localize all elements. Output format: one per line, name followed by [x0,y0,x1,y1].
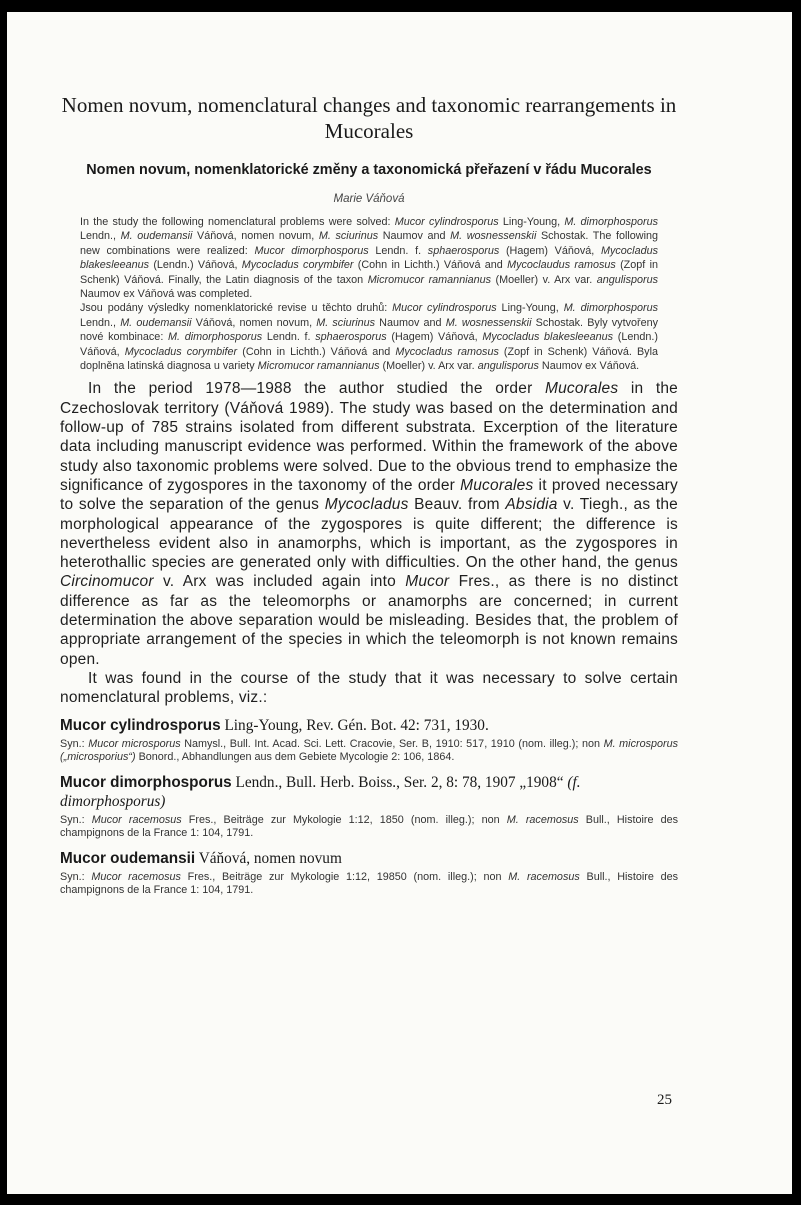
species-entry [60,849,678,898]
author-name: Marie Váňová [333,193,405,205]
page-number: 25 [657,1092,672,1108]
abstract-english: In the study the following nomenclatural problems were solved: Mucor cylindrosporus Ling-Young, M. dimorphosporus Lendn., M. oudemansii Váňová, nomen novum, M. sciurinus Naumov and M. wosnessenskii Schostak. The following new combinations were realized: Mucor dimorphosporus Lendn. f. sphaerosporus (Hagem) Váňová, Mycocladus blakesleeanus (Lendn.) Váňová, Mycocladus corymbifer (Cohn in Lichth.) Váňová and Mycoclaudus ramosus (Zopf in Schenk) Váňová. Finally, the Latin diagnosis of the taxon Micromucor ramannianus (Moeller) v. Arx var. angulisporus Naumov ex Váňová was completed. [80,216,658,301]
abstract [60,215,678,373]
title-english: Nomen novum, nomenclatural changes and taxonomic rearrangements in Mucorales [61,93,677,143]
synonym-note: Syn.: Mucor racemosus Fres., Beiträge zur Mykologie 1:12, 19850 (nom. illeg.); non M. racemosus Bull., Histoire des champignons de la France 1: 104, 1791. [60,870,678,897]
species-heading: Mucor dimorphosporus Lendn., Bull. Herb. Boiss., Ser. 2, 8: 78, 1907 „1908“ (f. dimorphosporus) [60,773,581,810]
body-text [60,379,678,707]
species-heading: Mucor oudemansii Váňová, nomen novum [60,849,342,867]
body-paragraph-2: It was found in the course of the study that it was necessary to solve certain nomenclatural problems, viz.: [60,669,678,707]
document-page [7,12,792,1194]
species-entry [60,773,678,841]
synonym-note: Syn.: Mucor microsporus Namysl., Bull. Int. Acad. Sci. Lett. Cracovie, Ser. B, 1910: 517, 1910 (nom. illeg.); non M. microsporus („microsporius“) Bonord., Abhandlungen aus dem Gebiete Mycologie 2: 106, 1864. [60,737,678,764]
body-paragraph-1: In the period 1978—1988 the author studied the order Mucorales in the Czechoslovak territory (Váňová 1989). The study was based on the determination and follow-up of 785 strains isolated from different substrata. Excerption of the literature data including manuscript evidence was performed. Within the framework of the above study also taxonomic problems were solved. Due to the obvious trend to emphasize the significance of zygospores in the taxonomy of the order Mucorales it proved necessary to solve the separation of the genus Mycocladus Beauv. from Absidia v. Tiegh., as the morphological appearance of the zygospores is quite different; the difference is nevertheless evident also in anamorphs, which is important, as the zygospores in heterothallic species are generated only with difficulties. On the other hand, the genus Circinomucor v. Arx was included again into Mucor Fres., as there is no distinct difference as far as the teleomorphs or anamorphs are concerned; in current determination the above separation would be misleading. Besides that, the problem of appropriate arrangement of the species in which the teleomorph is not known remains open. [60,380,679,668]
synonym-note: Syn.: Mucor racemosus Fres., Beiträge zur Mykologie 1:12, 1850 (nom. illeg.); non M. racemosus Bull., Histoire des champignons de la France 1: 104, 1791. [60,813,679,840]
species-heading: Mucor cylindrosporus Ling-Young, Rev. Gén. Bot. 42: 731, 1930. [60,716,489,734]
title-czech: Nomen novum, nomenklatorické změny a taxonomická přeřazení v řádu Mucorales [86,162,652,178]
abstract-czech: Jsou podány výsledky nomenklatorické revise u těchto druhů: Mucor cylindrosporus Ling-Young, M. dimorphosporus Lendn., M. oudemansii Váňová, nomen novum, M. sciurinus Naumov and M. wosnessenskii Schostak. Byly vytvořeny nové kombinace: M. dimorphosporus Lendn. f. sphaerosporus (Hagem) Váňová, Mycocladus blakesleeanus (Lendn.) Váňová, Mycocladus corymbifer (Cohn in Lichth.) Váňová and Mycocladus ramosus (Zopf in Schenk) Váňová. Byla doplněna latinská diagnosa u variety Micromucor ramannianus (Moeller) v. Arx var. angulisporus Naumov ex Váňová. [80,302,658,373]
page-content [60,92,678,898]
species-entry [60,716,678,765]
